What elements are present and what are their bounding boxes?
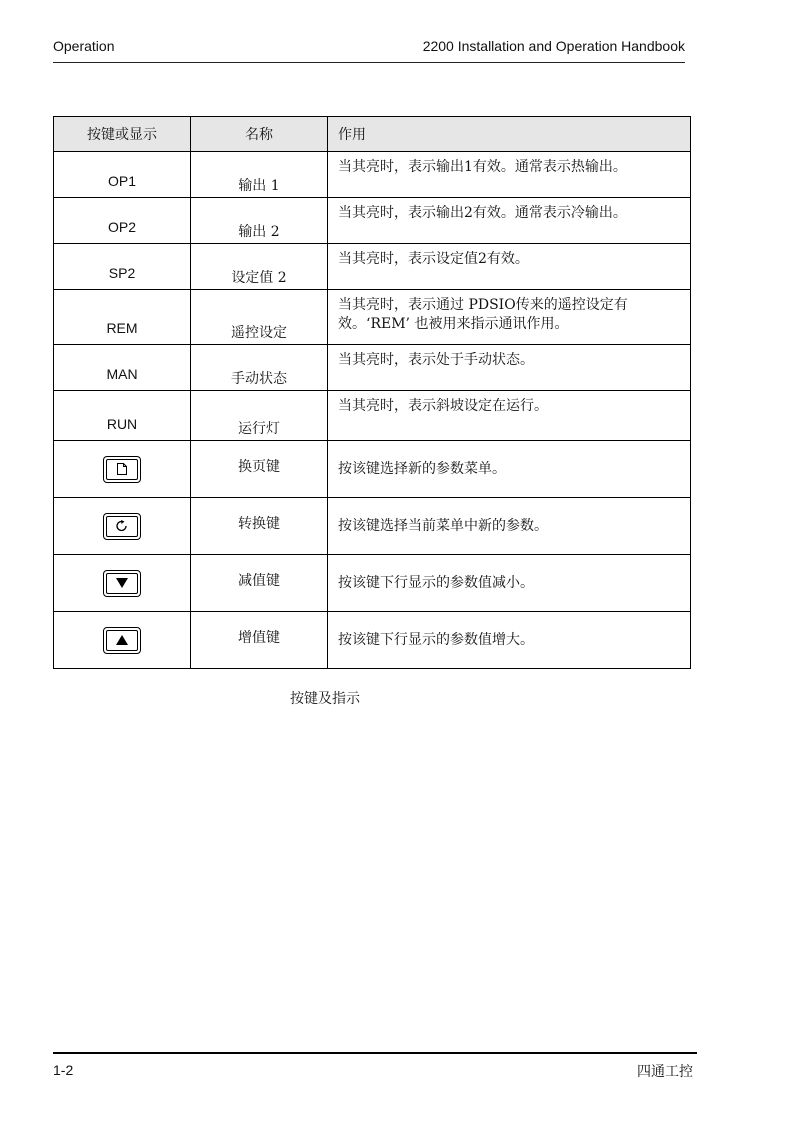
button-name: 增值键 <box>191 612 328 669</box>
table-row <box>54 198 691 244</box>
down-key-icon <box>103 570 141 597</box>
table-caption: 按键及指示 <box>290 691 360 707</box>
table-row <box>54 555 691 612</box>
button-description: 按该键下行显示的参数值增大。 <box>328 612 691 669</box>
indicator-name: 设定值 2 <box>191 244 328 290</box>
button-description: 按该键选择当前菜单中新的参数。 <box>328 498 691 555</box>
indicator-key: OP2 <box>54 198 191 244</box>
indicator-key: REM <box>54 290 191 345</box>
column-header-function: 作用 <box>328 117 691 152</box>
publisher-name: 四通工控 <box>637 1064 693 1080</box>
page-key-icon <box>103 456 141 483</box>
table-row <box>54 441 691 498</box>
footer-divider <box>53 1052 697 1054</box>
table-row <box>54 391 691 441</box>
up-key-icon <box>103 627 141 654</box>
table-row <box>54 345 691 391</box>
indicator-description: 当其亮时，表示输出2有效。通常表示冷输出。 <box>328 198 691 244</box>
button-description: 按该键下行显示的参数值减小。 <box>328 555 691 612</box>
button-name: 换页键 <box>191 441 328 498</box>
indicator-key: RUN <box>54 391 191 441</box>
indicator-key: OP1 <box>54 152 191 198</box>
indicator-description: 当其亮时，表示斜坡设定在运行。 <box>328 391 691 441</box>
indicator-name: 运行灯 <box>191 391 328 441</box>
header-title: 2200 Installation and Operation Handbook <box>422 38 685 54</box>
indicator-description: 当其亮时，表示处于手动状态。 <box>328 345 691 391</box>
indicator-name: 输出 1 <box>191 152 328 198</box>
button-name: 转换键 <box>191 498 328 555</box>
header-section: Operation <box>53 38 115 54</box>
page-header <box>53 36 685 63</box>
table-header-row <box>54 117 691 152</box>
table-row <box>54 498 691 555</box>
indicator-description: 当其亮时，表示输出1有效。通常表示热输出。 <box>328 152 691 198</box>
column-header-key: 按键或显示 <box>54 117 191 152</box>
table-row <box>54 152 691 198</box>
table-row <box>54 612 691 669</box>
button-description: 按该键选择新的参数菜单。 <box>328 441 691 498</box>
indicator-key: SP2 <box>54 244 191 290</box>
indicator-description: 当其亮时，表示设定值2有效。 <box>328 244 691 290</box>
indicator-name: 手动状态 <box>191 345 328 391</box>
scroll-key-icon <box>103 513 141 540</box>
column-header-name: 名称 <box>191 117 328 152</box>
indicator-description: 当其亮时，表示通过 PDSIO传来的遥控设定有效。‘REM’ 也被用来指示通讯作用。 <box>328 290 691 345</box>
indicator-key: MAN <box>54 345 191 391</box>
button-name: 减值键 <box>191 555 328 612</box>
page-number: 1-2 <box>53 1062 74 1078</box>
table-row <box>54 290 691 345</box>
indicator-name: 输出 2 <box>191 198 328 244</box>
table-row <box>54 244 691 290</box>
indicator-name: 遥控设定 <box>191 290 328 345</box>
keys-and-indicators-table <box>53 116 691 669</box>
